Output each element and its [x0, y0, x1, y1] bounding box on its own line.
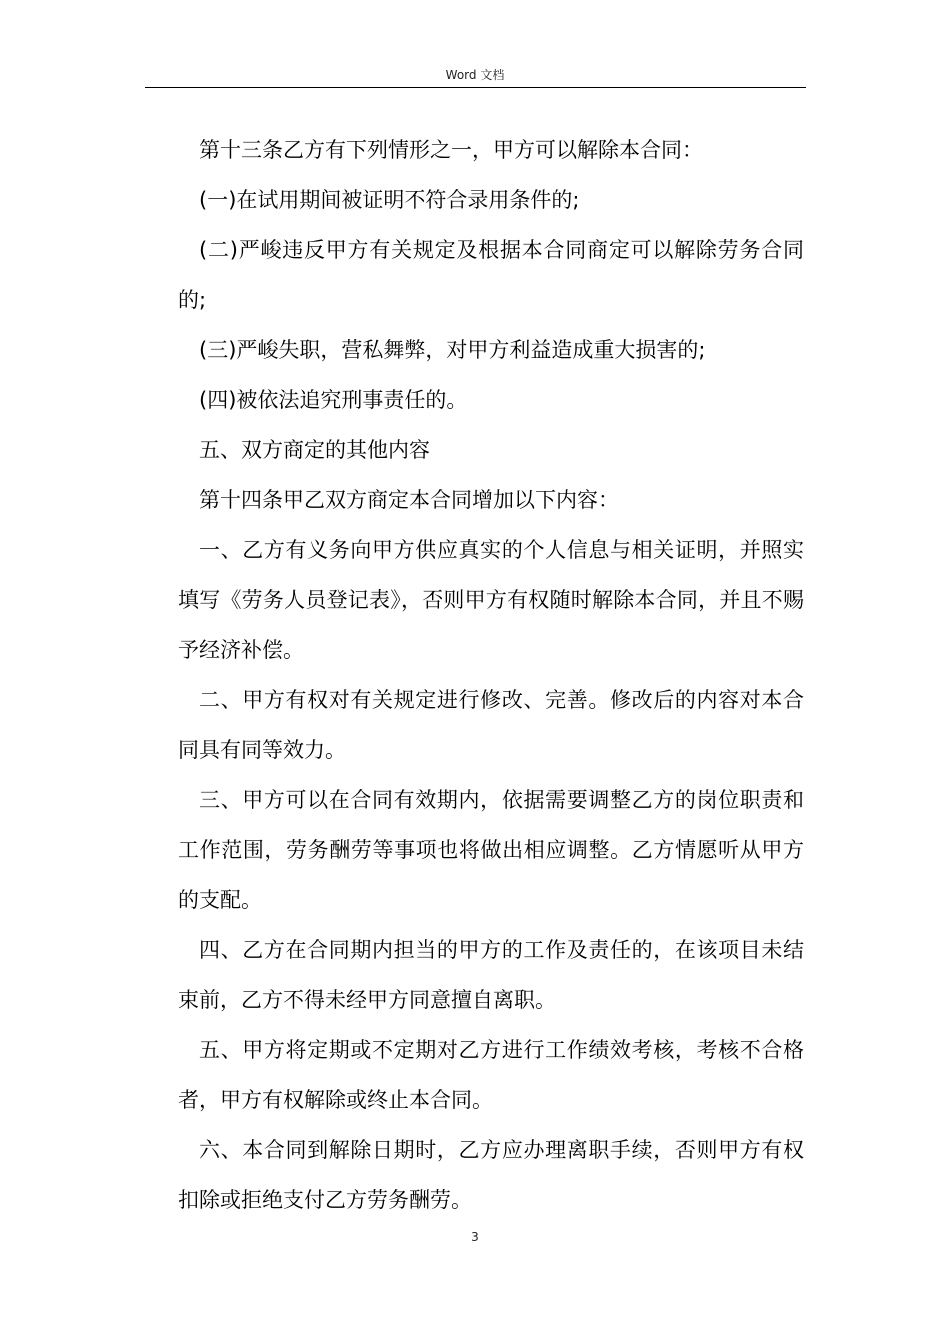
clause-13-item-4: (四)被依法追究刑事责任的。: [199, 388, 468, 412]
clause-14-item-5: 五、甲方将定期或不定期对乙方进行工作绩效考核，考核不合格者，甲方有权解除或终止本合同。: [178, 1038, 804, 1112]
clause-14-item-3: 三、甲方可以在合同有效期内，依据需要调整乙方的岗位职责和工作范围，劳务酬劳等事项也将做出相应调整。乙方情愿听从甲方的支配。: [178, 788, 804, 912]
clause-13-heading: 第十三条乙方有下列情形之一，甲方可以解除本合同：: [199, 138, 703, 162]
clause-13-item-3: (三)严峻失职，营私舞弊，对甲方利益造成重大损害的;: [199, 338, 706, 362]
clause-14-item-2: 二、甲方有权对有关规定进行修改、完善。修改后的内容对本合同具有同等效力。: [178, 688, 804, 762]
clause-14-item-1: 一、乙方有义务向甲方供应真实的个人信息与相关证明，并照实填写《劳务人员登记表》，否则甲方有权随时解除本合同，并且不赐予经济补偿。: [178, 538, 804, 662]
clause-14-item-4: 四、乙方在合同期内担当的甲方的工作及责任的，在该项目未结束前，乙方不得未经甲方同意擅自离职。: [178, 938, 804, 1012]
clause-13-item-1: (一)在试用期间被证明不符合录用条件的;: [199, 188, 580, 212]
clause-14-item-6: 六、本合同到解除日期时，乙方应办理离职手续，否则甲方有权扣除或拒绝支付乙方劳务酬劳。: [178, 1138, 804, 1212]
header-divider: [145, 87, 806, 88]
clause-13-item-2: (二)严峻违反甲方有关规定及根据本合同商定可以解除劳务合同的;: [178, 238, 804, 312]
section-5-heading: 五、双方商定的其他内容: [199, 438, 430, 462]
document-body: [178, 125, 804, 1225]
page-number: 3: [471, 1230, 479, 1244]
page-header: Word 文档: [445, 68, 505, 82]
clause-14-heading: 第十四条甲乙双方商定本合同增加以下内容：: [199, 488, 619, 512]
